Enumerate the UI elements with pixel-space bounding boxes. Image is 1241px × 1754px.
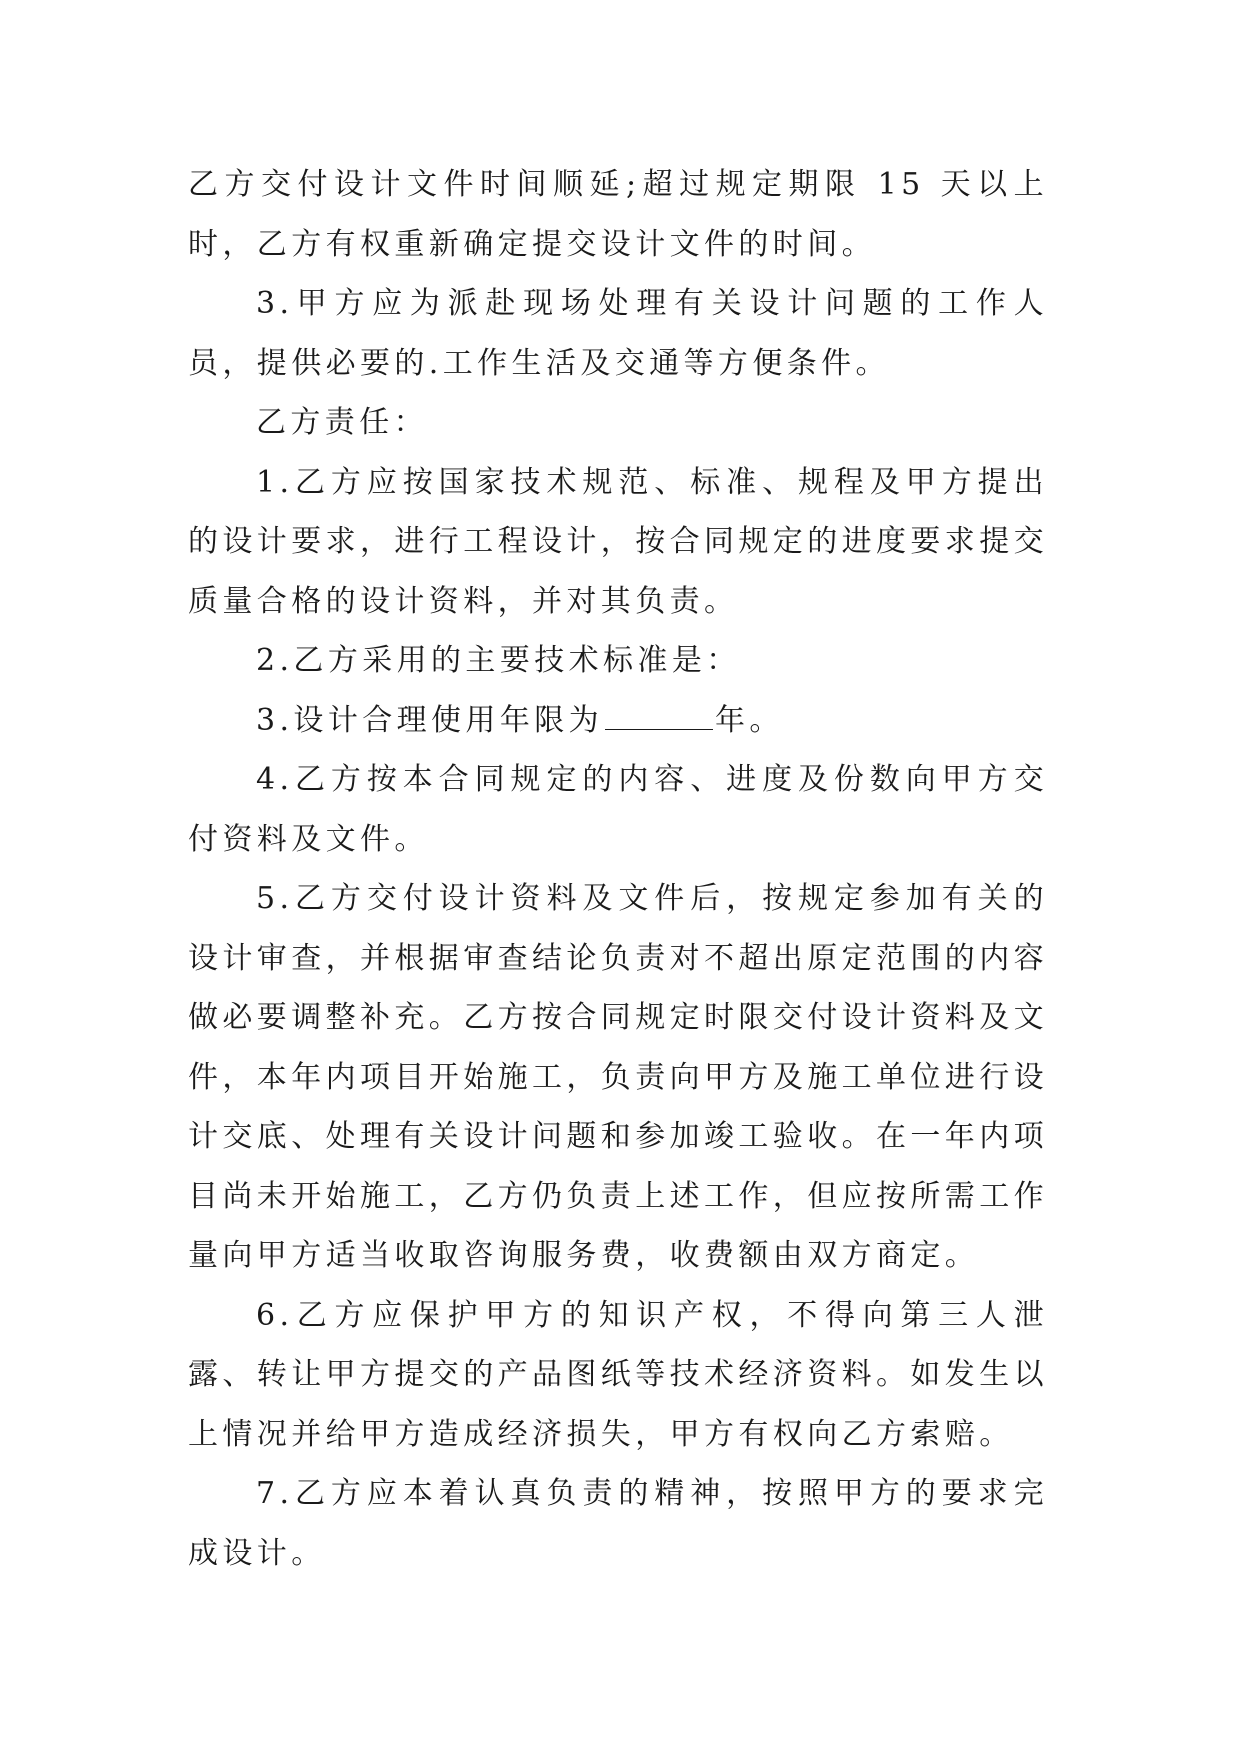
paragraph-party-b-clause-7: 7.乙方应本着认真负责的精神，按照甲方的要求完成设计。	[188, 1476, 1048, 1571]
paragraph-party-b-clause-4: 4.乙方按本合同规定的内容、进度及份数向甲方交付资料及文件。	[188, 762, 1048, 857]
paragraph-party-b-clause-6: 6.乙方应保护甲方的知识产权，不得向第三人泄露、转让甲方提交的产品图纸等技术经济资料。如发生以上情况并给甲方造成经济损失，甲方有权向乙方索赔。	[188, 1297, 1048, 1452]
section-heading-party-b-duties: 乙方责任：	[256, 405, 428, 440]
paragraph-party-b-clause-2: 2.乙方采用的主要技术标准是：	[256, 643, 741, 678]
paragraph-party-b-clause-1: 1.乙方应按国家技术规范、标准、规程及甲方提出的设计要求，进行工程设计，按合同规定的进度要求提交质量合格的设计资料，并对其负责。	[188, 464, 1048, 619]
paragraph-party-b-clause-5: 5.乙方交付设计资料及文件后，按规定参加有关的设计审查，并根据审查结论负责对不超出原定范围的内容做必要调整补充。乙方按合同规定时限交付设计资料及文件，本年内项目开始施工，负责向甲方及施工单位进行设计交底、处理有关设计问题和参加竣工验收。在一年内项目尚未开始施工，乙方仍负责上述工作，但应按所需工作量向甲方适当收取咨询服务费，收费额由双方商定。	[188, 881, 1048, 1273]
paragraph-party-b-clause-3	[188, 691, 1048, 751]
paragraph-party-a-clause-3: 3.甲方应为派赴现场处理有关设计问题的工作人员，提供必要的.工作生活及交通等方便条件。	[188, 286, 1048, 381]
document-body	[188, 155, 1048, 1583]
clause-3-suffix: 年。	[715, 702, 784, 738]
fill-in-blank-line	[605, 703, 713, 730]
clause-3-text: 3.设计合理使用年限为	[256, 702, 604, 738]
paragraph-delivery-extension: 乙方交付设计文件时间顺延;超过规定期限 15 天以上时，乙方有权重新确定提交设计文件的时间。	[188, 167, 1048, 262]
